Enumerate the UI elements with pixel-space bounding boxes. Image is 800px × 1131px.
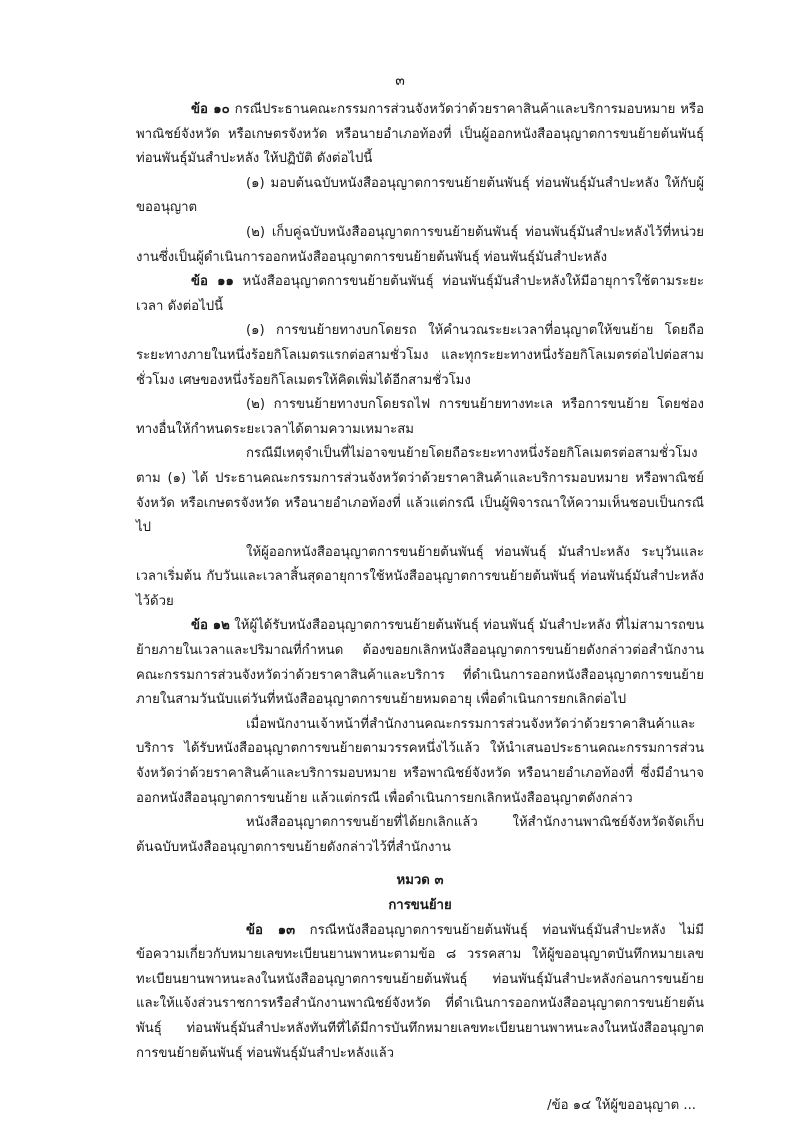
clause-11-item-2: (๒) การขนย้ายทางบกโดยรถไฟ การขนย้ายทางทะเล หรือการขนย้าย โดยช่องทางอื่นให้กำหนดระยะเวลาได้ตามความเหมาะสม bbox=[136, 397, 704, 437]
clause-11-exception: กรณีมีเหตุจำเป็นที่ไม่อาจขนย้ายโดยถือระยะทางหนึ่งร้อยกิโลเมตรต่อสามชั่วโมง ตาม (๑) ได้ ประธานคณะกรรมการส่วนจังหวัดว่าด้วยราคาสินค้าและบริการมอบหมาย หรือพาณิชย์จังหวัด หรือเกษตรจังหวัด หรือนายอำเภอท้องที่ แล้วแต่กรณี เป็นผู้พิจารณาให้ความเห็นชอบเป็นกรณีไป bbox=[136, 446, 704, 536]
clause-lead: ข้อ ๑๐ bbox=[191, 102, 230, 117]
clause-text: กรณีหนังสืออนุญาตการขนย้ายต้นพันธุ์ ท่อนพันธุ์มันสำปะหลัง ไม่มีข้อความเกี่ยวกับหมายเลขทะเบียนยานพาหนะตามข้อ ๘ วรรคสาม ให้ผู้ขออนุญาตบันทึกหมายเลขทะเบียนยานพาหนะลงในหนังสืออนุญาตการขนย้ายต้นพันธุ์ ท่อนพันธุ์มันสำปะหลังก่อนการขนย้าย และให้แจ้งส่วนราชการหรือสำนักงานพาณิชย์จังหวัด ที่ดำเนินการออกหนังสืออนุญาตการขนย้ายต้นพันธุ์ ท่อนพันธุ์มันสำปะหลังทันทีที่ได้มีการบันทึกหมายเลขทะเบียนยานพาหนะลงในหนังสืออนุญาตการขนย้ายต้นพันธุ์ ท่อนพันธุ์มันสำปะหลังแล้ว bbox=[136, 922, 704, 1061]
spacer bbox=[136, 1066, 704, 1094]
clause-lead: ข้อ ๑๑ bbox=[191, 274, 234, 290]
clause-13 bbox=[136, 919, 704, 1067]
clause-10-item-2: (๒) เก็บคู่ฉบับหนังสืออนุญาตการขนย้ายต้นพันธุ์ ท่อนพันธุ์มันสำปะหลังไว้ที่หน่วยงานซึ่งเป็นผู้ดำเนินการออกหนังสืออนุญาตการขนย้ายต้นพันธุ์ ท่อนพันธุ์มันสำปะหลัง bbox=[136, 224, 704, 265]
clause-11-dates: ให้ผู้ออกหนังสืออนุญาตการขนย้ายต้นพันธุ์ ท่อนพันธุ์ มันสำปะหลัง ระบุวันและเวลาเริ่มต้น กับวันและเวลาสิ้นสุดอายุการใช้หนังสืออนุญาตการขนย้ายต้นพันธุ์ ท่อนพันธุ์มันสำปะหลังไว้ด้วย bbox=[136, 544, 704, 609]
clause-text: ให้ผู้ได้รับหนังสืออนุญาตการขนย้ายต้นพันธุ์ ท่อนพันธุ์ มันสำปะหลัง ที่ไม่สามารถขนย้ายภายในเวลาและปริมาณที่กำหนด ต้องขอยกเลิกหนังสืออนุญาตการขนย้ายดังกล่าวต่อสำนักงานคณะกรรมการส่วนจังหวัดว่าด้วยราคาสินค้าและบริการ ที่ดำเนินการออกหนังสืออนุญาตการขนย้ายภายในสามวันนับแต่วันที่หนังสืออนุญาตการขนย้ายหมดอายุ เพื่อดำเนินการยกเลิกต่อไป bbox=[136, 618, 704, 708]
clause-12-para-2: เมื่อพนักงานเจ้าหน้าที่สำนักงานคณะกรรมการส่วนจังหวัดว่าด้วยราคาสินค้าและบริการ ได้รับหนังสืออนุญาตการขนย้ายตามวรรคหนึ่งไว้แล้ว ให้นำเสนอประธานคณะกรรมการส่วนจังหวัดว่าด้วยราคาสินค้าและบริการมอบหมาย หรือพาณิชย์จังหวัด หรือนายอำเภอท้องที่ ซึ่งมีอำนาจออกหนังสืออนุญาตการขนย้าย แล้วแต่กรณี เพื่อดำเนินการยกเลิกหนังสืออนุญาตดังกล่าว bbox=[136, 716, 704, 806]
chapter-title: หมวด ๓ bbox=[396, 873, 444, 889]
clause-10 bbox=[136, 98, 704, 172]
clause-11 bbox=[136, 270, 704, 319]
clause-11-item-1: (๑) การขนย้ายทางบกโดยรถ ให้คำนวณระยะเวลาที่อนุญาตให้ขนย้าย โดยถือระยะทางภายในหนึ่งร้อยกิโลเมตรแรกต่อสามชั่วโมง และทุกระยะทางหนึ่งร้อยกิโลเมตรต่อไปต่อสามชั่วโมง เศษของหนึ่งร้อยกิโลเมตรให้คิดเพิ่มได้อีกสามชั่วโมง bbox=[136, 323, 704, 388]
clause-12-para-3: หนังสืออนุญาตการขนย้ายที่ได้ยกเลิกแล้ว ให้สำนักงานพาณิชย์จังหวัดจัดเก็บต้นฉบับหนังสืออนุญาตการขนย้ายดังกล่าวไว้ที่สำนักงาน bbox=[136, 815, 704, 855]
clause-text: กรณีประธานคณะกรรมการส่วนจังหวัดว่าด้วยราคาสินค้าและบริการมอบหมาย หรือพาณิชย์จังหวัด หรือเกษตรจังหวัด หรือนายอำเภอท้องที่ เป็นผู้ออกหนังสืออนุญาตการขนย้ายต้นพันธุ์ ท่อนพันธุ์มันสำปะหลัง ให้ปฏิบัติ ดังต่อไปนี้ bbox=[136, 102, 704, 167]
page-number: ๓ bbox=[395, 73, 405, 89]
clause-lead: ข้อ ๑๒ bbox=[191, 618, 230, 634]
clause-lead: ข้อ ๑๓ bbox=[246, 922, 296, 938]
clause-12 bbox=[136, 614, 704, 712]
continuation-note: /ข้อ ๑๔ ให้ผู้ขออนุญาต ... bbox=[547, 1098, 696, 1114]
chapter-subtitle: การขนย้าย bbox=[388, 898, 452, 913]
clause-text: หนังสืออนุญาตการขนย้ายต้นพันธุ์ ท่อนพันธุ์มันสำปะหลังให้มีอายุการใช้ตามระยะเวลา ดังต่อไปนี้ bbox=[136, 274, 704, 314]
clause-10-item-1: (๑) มอบต้นฉบับหนังสืออนุญาตการขนย้ายต้นพันธุ์ ท่อนพันธุ์มันสำปะหลัง ให้กับผู้ขออนุญาต bbox=[136, 175, 704, 216]
document-body bbox=[136, 98, 704, 1119]
